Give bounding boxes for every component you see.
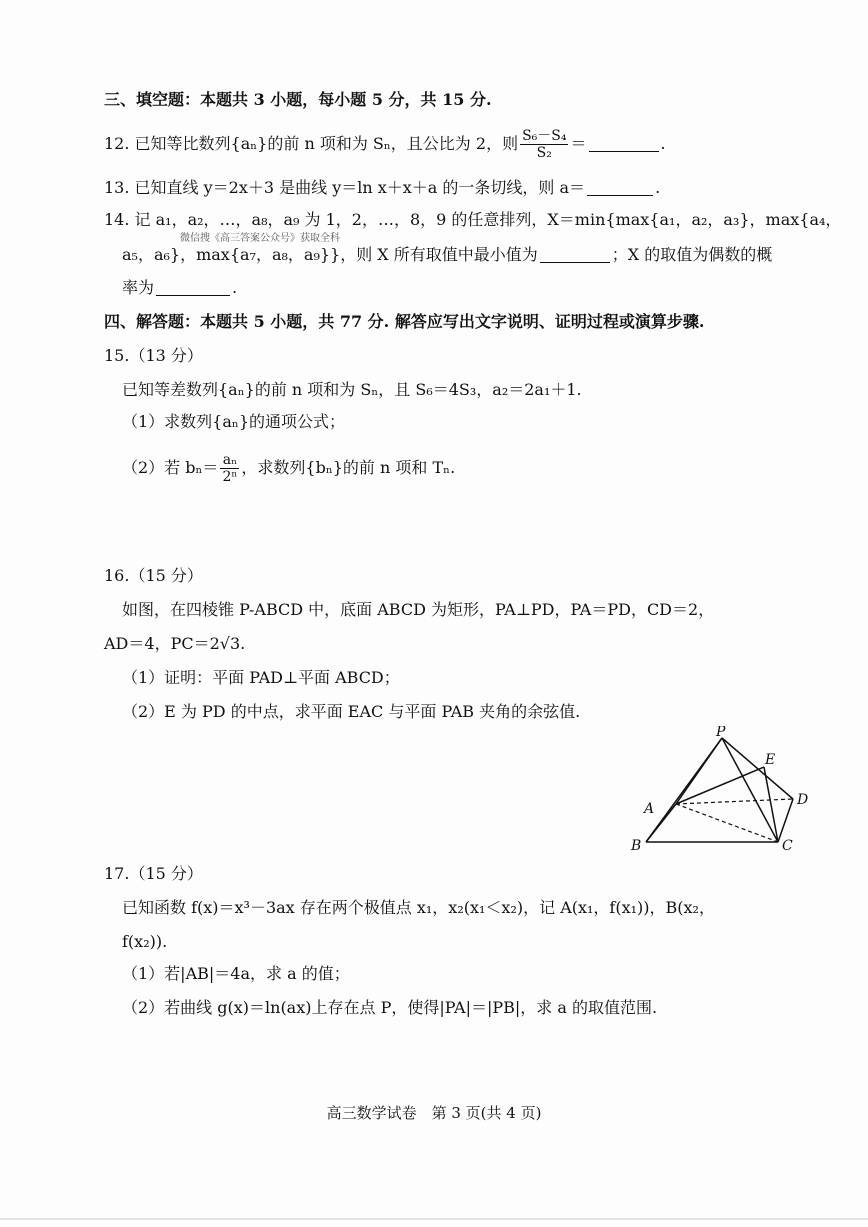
q17-part2: （2）若曲线 g(x)＝ln(ax)上存在点 P，使得|PA|＝|PB|，求 a 的取值范围.	[122, 998, 658, 1017]
q17-title: 17.（15 分）	[104, 864, 203, 883]
q16-part2: （2）E 为 PD 的中点，求平面 EAC 与平面 PAB 夹角的余弦值.	[122, 702, 581, 721]
q14-end: .	[232, 278, 238, 297]
q12-fraction	[520, 128, 568, 161]
question-13	[104, 176, 660, 200]
q12-prefix: 12. 已知等比数列{aₙ}的前 n 项和为 Sₙ，且公比为 2，则	[104, 134, 519, 153]
q13-answer-blank[interactable]	[587, 179, 653, 196]
q16-stem1: 如图，在四棱锥 P-ABCD 中，底面 ABCD 为矩形，PA⊥PD，PA＝PD，CD＝2，	[122, 600, 715, 619]
label-D: D	[797, 792, 809, 808]
q15-fraction	[220, 452, 239, 485]
label-A: A	[644, 801, 655, 817]
label-C: C	[782, 838, 793, 854]
label-B: B	[631, 838, 642, 854]
section4-heading: 四、解答题：本题共 5 小题，共 77 分. 解答应写出文字说明、证明过程或演算步骤.	[104, 312, 705, 331]
edge-CD	[778, 799, 793, 842]
section3-heading: 三、填空题：本题共 3 小题，每小题 5 分，共 15 分.	[104, 90, 492, 109]
q15-part2	[122, 452, 455, 485]
pyramid-figure	[628, 726, 828, 858]
q14-line3-text: 率为	[122, 278, 155, 297]
q14-line2-b: ；X 的取值为偶数的概	[611, 245, 773, 264]
q13-end: .	[655, 178, 661, 197]
q15-title: 15.（13 分）	[104, 346, 203, 365]
q15-part1: （1）求数列{aₙ}的通项公式；	[122, 412, 346, 431]
page-footer: 高三数学试卷 第 3 页(共 4 页)	[326, 1104, 542, 1122]
question-12	[104, 128, 666, 161]
q16-title: 16.（15 分）	[104, 566, 203, 585]
q14-line2-a: a₅，a₆}，max{a₇，a₈，a₉}}，则 X 所有取值中最小值为	[122, 245, 538, 264]
q14-line2	[122, 243, 772, 267]
label-E: E	[765, 752, 776, 768]
diagonal-AC-hidden	[676, 804, 778, 842]
q12-answer-blank[interactable]	[589, 135, 659, 152]
q14-line1: 14. 记 a₁，a₂，…，a₈，a₉ 为 1，2，…，8，9 的任意排列，X＝min{max{a₁，a₂，a₃}，max{a₄，	[104, 210, 842, 229]
q16-part1: （1）证明：平面 PAD⊥平面 ABCD；	[122, 668, 400, 687]
q12-suffix: ＝	[570, 134, 587, 153]
q13-text: 13. 已知直线 y＝2x＋3 是曲线 y＝ln x＋x＋a 的一条切线，则 a＝	[104, 178, 586, 197]
segment-EC	[764, 767, 778, 842]
label-P: P	[716, 726, 726, 740]
q17-part1: （1）若|AB|＝4a，求 a 的值；	[122, 964, 350, 983]
q14-line3	[122, 276, 237, 300]
q14-answer-blank-2[interactable]	[156, 279, 230, 296]
q15-stem: 已知等差数列{aₙ}的前 n 项和为 Sₙ，且 S₆＝4S₃，a₂＝2a₁＋1.	[122, 380, 582, 399]
q15-part2-b: ，求数列{bₙ}的前 n 项和 Tₙ.	[241, 458, 456, 477]
q12-frac-denominator: S₂	[536, 145, 552, 161]
bottom-divider	[0, 1218, 868, 1220]
q17-stem2: f(x₂)).	[122, 932, 168, 951]
edge-PD	[722, 738, 793, 799]
q16-stem2: AD＝4，PC＝2√3.	[104, 634, 246, 653]
q12-end: .	[660, 134, 666, 153]
edge-AD-hidden	[676, 799, 793, 804]
q12-frac-numerator: S₆－S₄	[522, 128, 567, 144]
q15-frac-denominator: 2ⁿ	[222, 469, 238, 485]
q17-stem1: 已知函数 f(x)＝x³－3ax 存在两个极值点 x₁，x₂(x₁＜x₂)，记 A(x₁，f(x₁))，B(x₂，	[122, 898, 715, 917]
q15-frac-numerator: aₙ	[220, 452, 239, 469]
q14-answer-blank-1[interactable]	[540, 246, 610, 263]
q15-part2-a: （2）若 bₙ＝	[122, 458, 219, 477]
watermark-text: 微信搜《高三答案公众号》获取全科	[180, 233, 340, 244]
